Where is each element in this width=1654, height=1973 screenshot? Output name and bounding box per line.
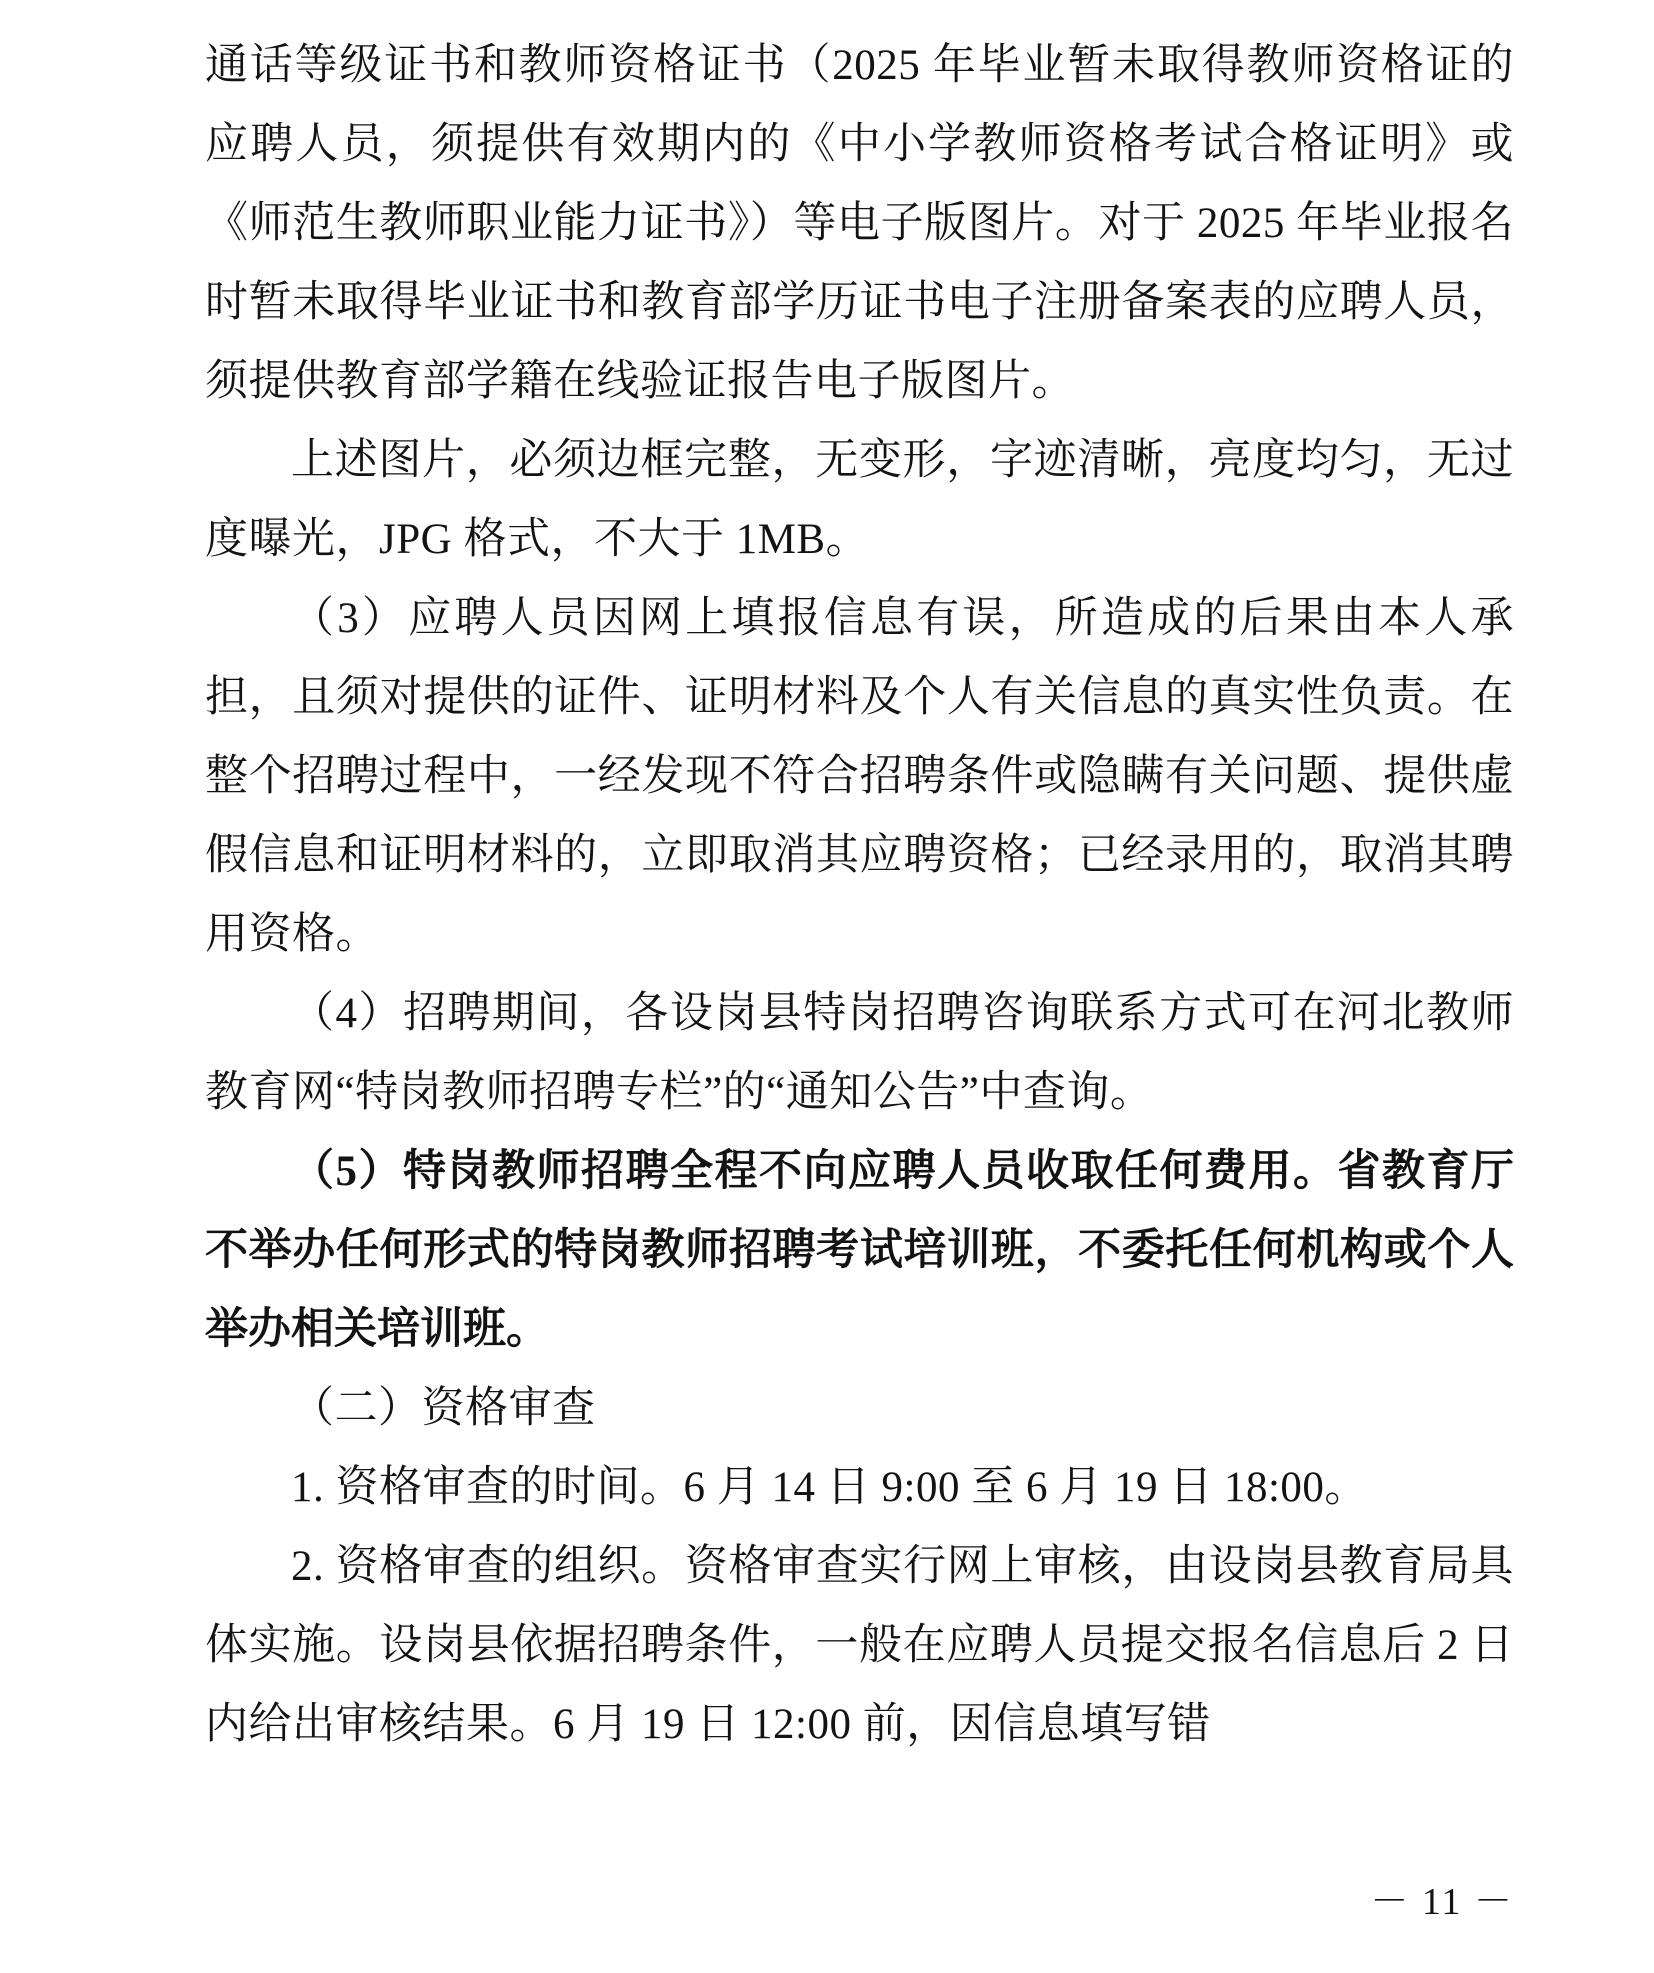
page-number: － 11 － [1370, 1881, 1514, 1923]
paragraph-item-5-bold: （5）特岗教师招聘全程不向应聘人员收取任何费用。省教育厅不举办任何形式的特岗教师招聘考试培训班，不委托任何机构或个人举办相关培训班。 [205, 1148, 1514, 1353]
paragraph-item-4: （4）招聘期间，各设岗县特岗招聘咨询联系方式可在河北教师教育网“特岗教师招聘专栏”的“通知公告”中查询。 [205, 990, 1514, 1116]
paragraph-item-3: （3）应聘人员因网上填报信息有误，所造成的后果由本人承担，且须对提供的证件、证明材料及个人有关信息的真实性负责。在整个招聘过程中，一经发现不符合招聘条件或隐瞒有关问题、提供虚假信息和证明材料的，立即取消其应聘资格；已经录用的，取消其聘用资格。 [205, 595, 1514, 958]
paragraph-section-heading-qualification-review: （二）资格审查 [291, 1385, 596, 1432]
paragraph-review-time: 1. 资格审查的时间。6 月 14 日 9:00 至 6 月 19 日 18:00。 [291, 1464, 1368, 1511]
paragraph-continuation: 通话等级证书和教师资格证书（2025 年毕业暂未取得教师资格证的应聘人员，须提供有效期内的《中小学教师资格考试合格证明》或《师范生教师职业能力证书》）等电子版图片。对于 2025 年毕业报名时暂未取得毕业证书和教育部学历证书电子注册备案表的应聘人员，须提供教育部学籍在线验证报告电子版图片。 [205, 42, 1514, 405]
paragraph-review-organization: 2. 资格审查的组织。资格审查实行网上审核，由设岗县教育局具体实施。设岗县依据招聘条件，一般在应聘人员提交报名信息后 2 日内给出审核结果。6 月 19 日 12:00 前，因信息填写错 [205, 1543, 1514, 1748]
paragraph-photo-requirements: 上述图片，必须边框完整，无变形，字迹清晰，亮度均匀，无过度曝光，JPG 格式，不大于 1MB。 [205, 437, 1514, 563]
document-body [205, 26, 1514, 1764]
